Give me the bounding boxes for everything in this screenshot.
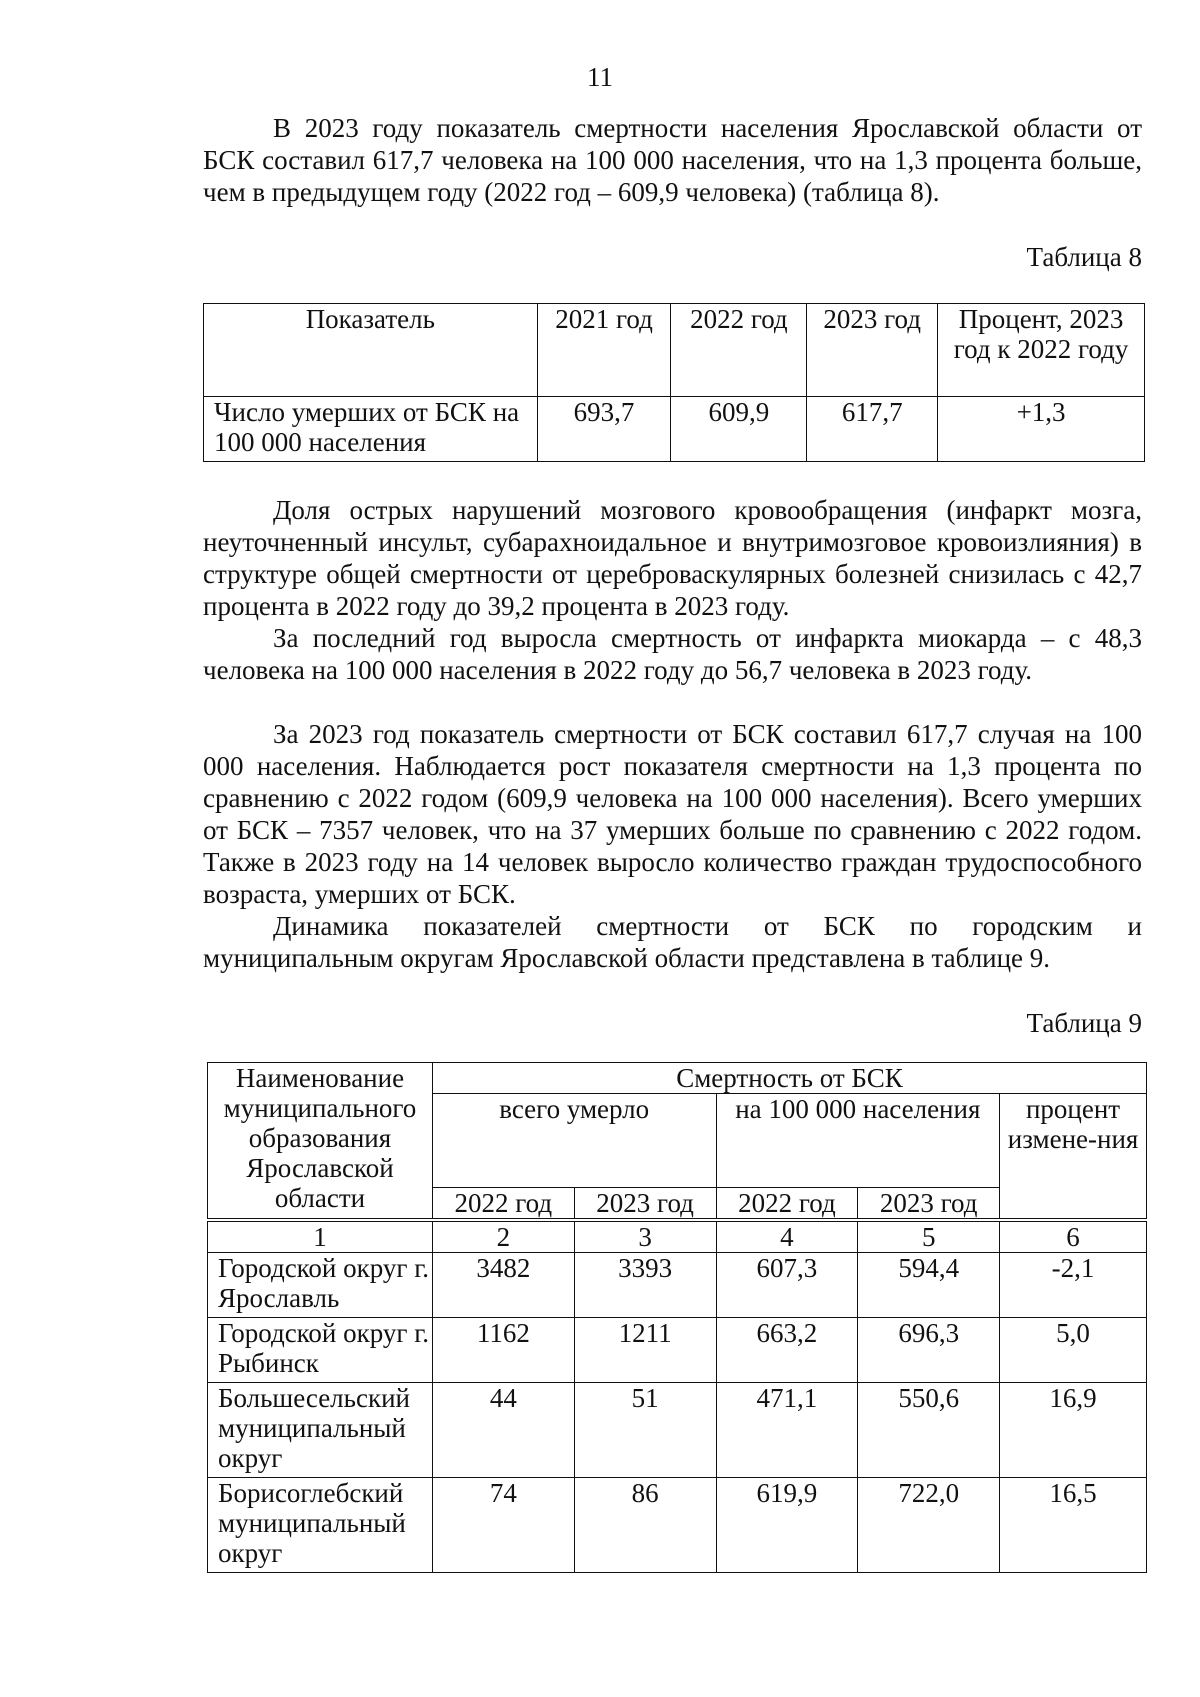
column-number: 2 [432, 1220, 574, 1253]
table-row [208, 1318, 1147, 1383]
table-cell: 86 [574, 1478, 716, 1573]
table-8-cell: Число умерших от БСК на 100 000 населения [204, 397, 538, 462]
table-8-header-cell: Процент, 2023 год к 2022 году [938, 304, 1145, 397]
district-name: Борисоглебский муниципальный округ [208, 1478, 433, 1573]
paragraph-stroke-share: Доля острых нарушений мозгового кровообращения (инфаркт мозга, неуточненный инсульт, субарахноидальное и внутримозговое кровоизлияния) в структуре общей смертности от цереброваскулярных болезней снизилась с 42,7 процента в 2022 году до 39,2 процента в 2023 году. [203, 495, 1142, 621]
paragraph-bsk-totals: За 2023 год показатель смертности от БСК составил 617,7 случая на 100 000 населения. Наблюдается рост показателя смертности на 1,3 процента по сравнению с 2022 годом (609,9 человека на 100 000 населения). Всего умерших от БСК – 7357 человек, что на 37 умерших больше по сравнению с 2022 годом. Также в 2023 году на 14 человек выросло количество граждан трудоспособного возраста, умерших от БСК. [203, 719, 1142, 909]
table-8-header-cell: 2022 год [671, 304, 807, 397]
table-cell: 550,6 [858, 1383, 1000, 1478]
table-cell: 44 [432, 1383, 574, 1478]
table-cell: 663,2 [716, 1318, 858, 1383]
table-9-year-header: 2022 год [716, 1188, 858, 1221]
table-cell: 3482 [432, 1253, 574, 1318]
table-cell: 1162 [432, 1318, 574, 1383]
table-8-data-row [204, 397, 1145, 462]
table-cell: 619,9 [716, 1478, 858, 1573]
district-name: Городской округ г. Рыбинск [208, 1318, 433, 1383]
table-8-header-cell: 2021 год [537, 304, 671, 397]
table-cell: 696,3 [858, 1318, 1000, 1383]
paragraph-mortality-2023: В 2023 году показатель смертности населения Ярославской области от БСК составил 617,7 человека на 100 000 населения, что на 1,3 процента больше, чем в предыдущем году (2022 год – 609,9 человека) (таблица 8). [203, 113, 1142, 207]
district-name: Большесельский муниципальный округ [208, 1383, 433, 1478]
table-8-header-row [204, 304, 1145, 397]
column-number: 5 [858, 1220, 1000, 1253]
table-9-per100k-header: на 100 000 населения [716, 1094, 1000, 1188]
table-cell: 51 [574, 1383, 716, 1478]
table-8-caption: Таблица 8 [1026, 242, 1142, 272]
column-number: 3 [574, 1220, 716, 1253]
table-9-year-header: 2023 год [858, 1188, 1000, 1221]
table-8-header-cell: Показатель [204, 304, 538, 397]
column-number: 4 [716, 1220, 858, 1253]
table-row [208, 1478, 1147, 1573]
table-8-cell: 609,9 [671, 397, 807, 462]
table-cell: 594,4 [858, 1253, 1000, 1318]
table-row [208, 1383, 1147, 1478]
table-9-caption: Таблица 9 [1026, 1008, 1142, 1038]
table-9-column-numbers [208, 1220, 1147, 1253]
table-8 [203, 303, 1145, 462]
table-9 [207, 1062, 1147, 1573]
table-cell: 3393 [574, 1253, 716, 1318]
paragraph-myocardial-infarction: За последний год выросла смертность от инфаркта миокарда – с 48,3 человека на 100 000 населения в 2022 году до 56,7 человека в 2023 году. [203, 623, 1142, 685]
table-cell: 16,9 [1000, 1383, 1147, 1478]
table-9-percent-header: процент измене-ния [1000, 1094, 1147, 1221]
table-8-cell: 693,7 [537, 397, 671, 462]
table-9-group-header: Смертность от БСК [432, 1063, 1146, 1094]
table-9-name-header: Наименование муниципального образования Ярославской области [208, 1063, 433, 1221]
table-cell: 16,5 [1000, 1478, 1147, 1573]
table-cell: 722,0 [858, 1478, 1000, 1573]
column-number: 1 [208, 1220, 433, 1253]
table-9-year-header: 2022 год [432, 1188, 574, 1221]
table-8-cell: 617,7 [807, 397, 938, 462]
table-cell: 1211 [574, 1318, 716, 1383]
district-name: Городской округ г. Ярославль [208, 1253, 433, 1318]
table-9-year-header: 2023 год [574, 1188, 716, 1221]
page-number: 11 [587, 62, 613, 92]
table-8-cell: +1,3 [938, 397, 1145, 462]
table-9-total-header: всего умерло [432, 1094, 716, 1188]
table-cell: 74 [432, 1478, 574, 1573]
table-8-header-cell: 2023 год [807, 304, 938, 397]
column-number: 6 [1000, 1220, 1147, 1253]
table-cell: 607,3 [716, 1253, 858, 1318]
table-cell: 5,0 [1000, 1318, 1147, 1383]
table-cell: -2,1 [1000, 1253, 1147, 1318]
table-9-header-row [208, 1063, 1147, 1094]
table-row [208, 1253, 1147, 1318]
paragraph-dynamics: Динамика показателей смертности от БСК по городским и муниципальным округам Ярославской области представлена в таблице 9. [203, 911, 1142, 973]
table-cell: 471,1 [716, 1383, 858, 1478]
